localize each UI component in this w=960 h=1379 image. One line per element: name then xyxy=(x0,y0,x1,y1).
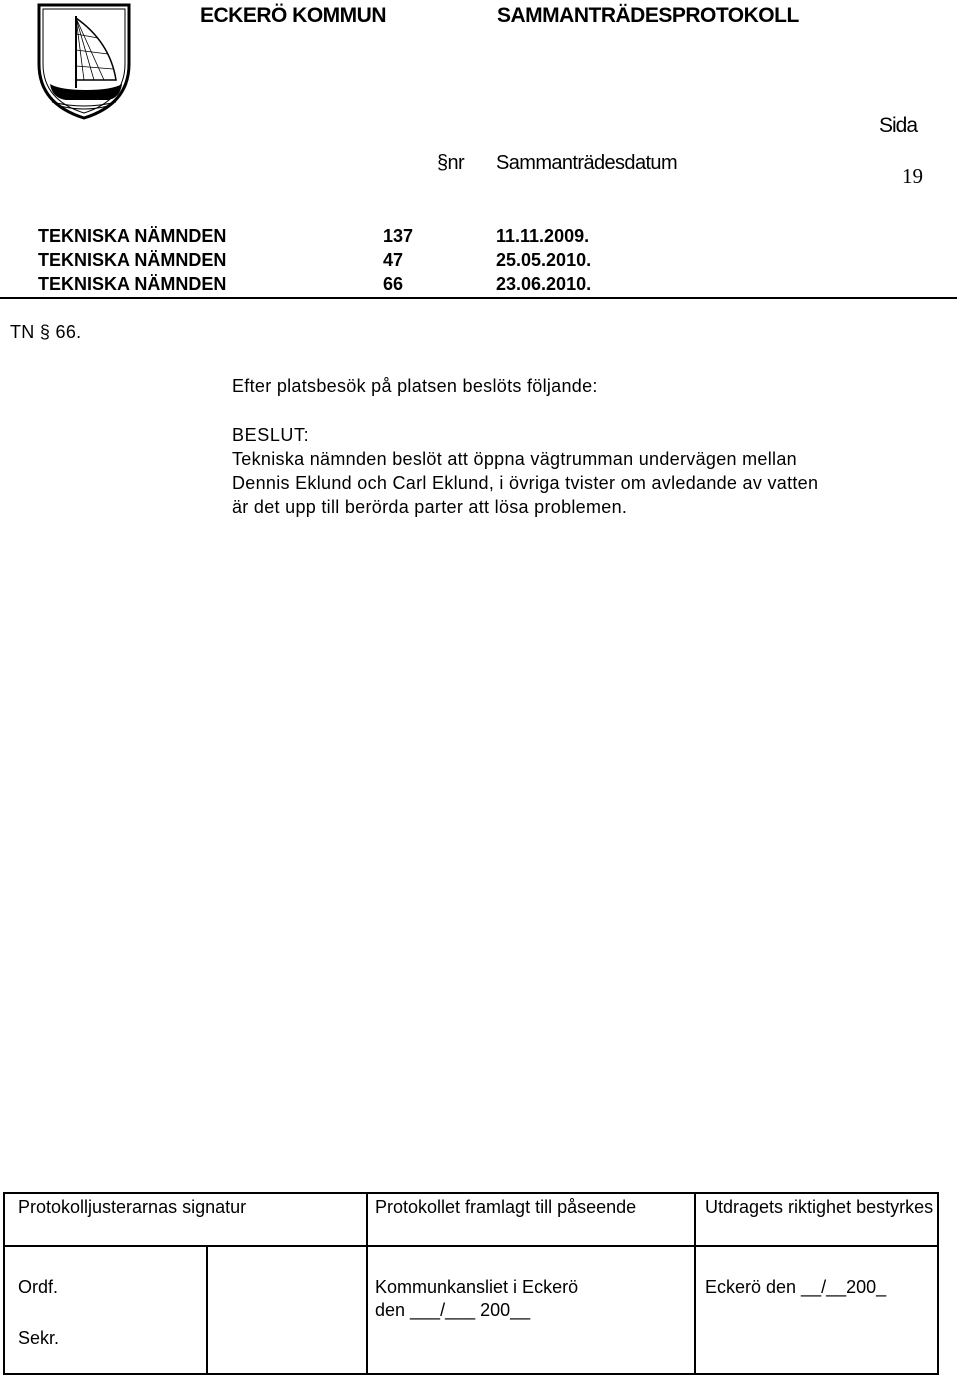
signature-header: Protokolljusterarnas signatur xyxy=(18,1197,247,1217)
municipality-name: ECKERÖ KOMMUN xyxy=(200,4,386,27)
paragraph-number-label: §nr xyxy=(437,152,465,174)
table-divider xyxy=(366,1194,368,1373)
chair-label: Ordf. xyxy=(18,1277,59,1297)
meeting-paragraph-number: 66 xyxy=(383,274,404,294)
meeting-body: TEKNISKA NÄMNDEN xyxy=(38,226,227,246)
table-divider xyxy=(694,1194,696,1373)
meeting-paragraph-number: 137 xyxy=(383,226,414,246)
meeting-date: 11.11.2009. xyxy=(496,226,590,246)
decision-label: BESLUT: xyxy=(232,425,310,445)
page-number: 19 xyxy=(902,164,923,188)
certification-place-date: Eckerö den __/__200_ xyxy=(705,1277,887,1297)
posting-header: Protokollet framlagt till påseende xyxy=(375,1197,637,1217)
decision-text: Tekniska nämnden beslöt att öppna vägtrumman undervägen mellan Dennis Eklund och Carl Eklund, i övriga tvister om avledande av vatten är det upp till berörda parter att lösa problemen. xyxy=(232,449,819,517)
meeting-date-label: Sammanträdesdatum xyxy=(496,152,678,174)
posting-place-date: Kommunkansliet i Eckerö den ___/___ 200__ xyxy=(375,1277,579,1320)
municipality-coat-of-arms xyxy=(36,2,132,120)
meeting-body: TEKNISKA NÄMNDEN xyxy=(38,250,227,270)
meeting-date: 25.05.2010. xyxy=(496,250,592,270)
certification-header: Utdragets riktighet bestyrkes xyxy=(705,1197,934,1217)
section-reference: TN § 66. xyxy=(10,322,82,342)
secretary-label: Sekr. xyxy=(18,1328,60,1348)
page-label: Sida xyxy=(879,114,918,137)
meeting-paragraph-number: 47 xyxy=(383,250,404,270)
table-divider xyxy=(206,1247,208,1373)
table-divider xyxy=(5,1245,937,1247)
meeting-date: 23.06.2010. xyxy=(496,274,592,294)
minutes-body xyxy=(232,374,932,519)
document-type: SAMMANTRÄDESPROTOKOLL xyxy=(497,4,799,27)
intro-text: Efter platsbesök på platsen beslöts följande: xyxy=(232,376,598,396)
header-divider xyxy=(0,297,957,299)
meeting-body: TEKNISKA NÄMNDEN xyxy=(38,274,227,294)
signature-table xyxy=(3,1192,939,1375)
